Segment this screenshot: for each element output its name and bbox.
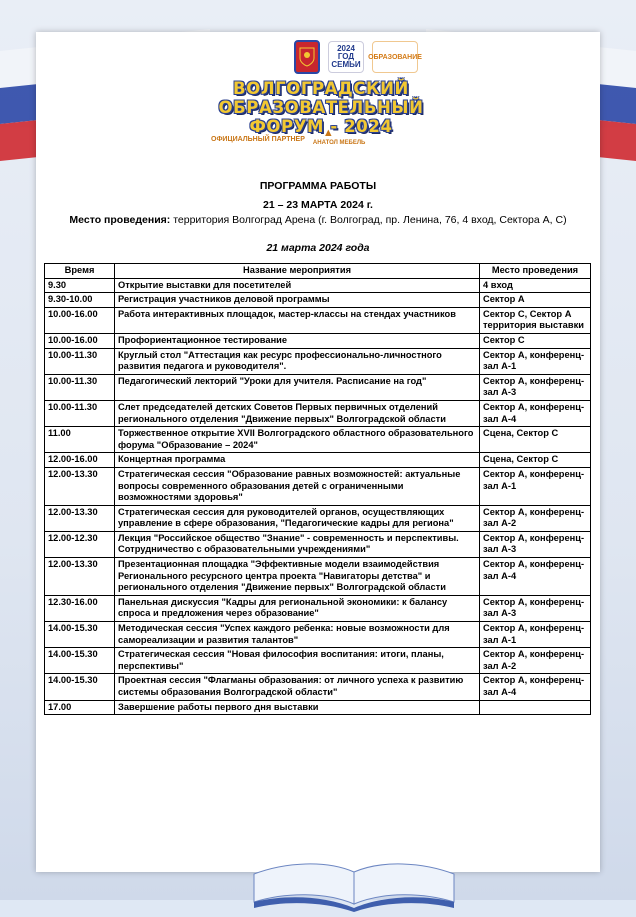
table-row — [45, 453, 591, 468]
forum-title-line2: ФОРУМ - 2024 — [249, 117, 393, 136]
venue-label: Место проведения: — [69, 214, 171, 226]
program-title: ПРОГРАММА РАБОТЫ — [259, 180, 377, 192]
cell-venue: Сектор А, конференц-зал А-2 — [480, 505, 591, 531]
cell-venue: Сектор А, конференц-зал А-3 — [480, 595, 591, 621]
header-logos — [294, 40, 422, 74]
cell-event: Проектная сессия "Флагманы образования: от личного успеха к развитию системы образования Волгоградской области" — [115, 674, 480, 700]
partner-label: ОФИЦИАЛЬНЫЙ ПАРТНЕР — [211, 136, 305, 143]
cell-event: Презентационная площадка "Эффективные модели взаимодействия Регионального ресурсного центра проекта "Навигаторы детства" и регионального отделения "Движение первых" Волгоградской области — [115, 558, 480, 596]
cell-event: Слет председателей детских Советов Первых первичных отделений регионального отделения "Движение первых" Волгоградской области — [115, 400, 480, 426]
table-row — [45, 400, 591, 426]
cell-venue: Сектор А, конференц-зал А-1 — [480, 622, 591, 648]
cell-event: Методическая сессия "Успех каждого ребенка: новые возможности для самореализации и развития талантов" — [115, 622, 480, 648]
table-row — [45, 648, 591, 674]
forum-title-line1: ВОЛГОГРАДСКИЙ ОБРАЗОВАТЕЛЬНЫЙ — [218, 79, 424, 117]
cell-venue: 4 вход — [480, 278, 591, 293]
cell-event: Завершение работы первого дня выставки — [115, 700, 480, 715]
cell-event: Лекция "Российское общество "Знание" - современность и перспективы. Сотрудничество с образовательными учреждениями" — [115, 531, 480, 557]
cell-venue: Сектор С — [480, 333, 591, 348]
cell-venue: Сектор А — [480, 293, 591, 308]
program-dates: 21 – 23 МАРТА 2024 г. — [263, 199, 373, 211]
cell-time: 10.00-11.30 — [45, 400, 115, 426]
forum-title — [146, 79, 496, 136]
header-event: Название мероприятия — [115, 264, 480, 279]
program-table — [44, 263, 591, 715]
cell-time: 12.00-12.30 — [45, 531, 115, 557]
cell-time: 12.00-13.30 — [45, 558, 115, 596]
cell-event: Профориентационное тестирование — [115, 333, 480, 348]
cell-time: 14.00-15.30 — [45, 622, 115, 648]
cell-venue: Сектор А, конференц-зал А-1 — [480, 467, 591, 505]
header-venue: Место проведения — [480, 264, 591, 279]
cell-time: 14.00-15.30 — [45, 648, 115, 674]
coat-of-arms-icon — [294, 40, 320, 74]
venue-text: территория Волгоград Арена (г. Волгоград, пр. Ленина, 76, 4 вход, Сектора А, С) — [170, 214, 567, 226]
cell-time: 12.30-16.00 — [45, 595, 115, 621]
education-logo: ОБРАЗОВАНИЕ — [372, 41, 418, 73]
cell-time: 12.00-13.30 — [45, 505, 115, 531]
cell-event: Панельная дискуссия "Кадры для региональной экономики: к балансу спроса и предложения через образование" — [115, 595, 480, 621]
cell-time: 11.00 — [45, 427, 115, 453]
cell-time: 14.00-15.30 — [45, 674, 115, 700]
day-title: 21 марта 2024 года — [266, 242, 370, 254]
table-row — [45, 558, 591, 596]
cell-venue: Сектор А, конференц-зал А-3 — [480, 374, 591, 400]
cell-time: 12.00-16.00 — [45, 453, 115, 468]
table-row — [45, 427, 591, 453]
cell-venue: Сектор А, конференц-зал А-4 — [480, 400, 591, 426]
table-row — [45, 293, 591, 308]
table-row — [45, 278, 591, 293]
cell-event: Стратегическая сессия "Образование равных возможностей: актуальные вопросы современного образования детей с ограниченными возможностями здоровья" — [115, 467, 480, 505]
cell-venue: Сектор А, конференц-зал А-4 — [480, 558, 591, 596]
cell-venue: Сектор А, конференц-зал А-3 — [480, 531, 591, 557]
year-of-family-logo: 2024 ГОД СЕМЬИ — [328, 41, 364, 73]
cell-time: 10.00-11.30 — [45, 348, 115, 374]
table-row — [45, 674, 591, 700]
table-row — [45, 467, 591, 505]
cell-event: Работа интерактивных площадок, мастер-классы на стендах участников — [115, 307, 480, 333]
cell-time: 10.00-16.00 — [45, 307, 115, 333]
cell-time: 10.00-16.00 — [45, 333, 115, 348]
cell-event: Регистрация участников деловой программы — [115, 293, 480, 308]
cell-event: Стратегическая сессия "Новая философия воспитания: итоги, планы, перспективы" — [115, 648, 480, 674]
cell-venue: Сектор А, конференц-зал А-2 — [480, 648, 591, 674]
cell-event: Педагогический лекторий "Уроки для учителя. Расписание на год" — [115, 374, 480, 400]
table-row — [45, 348, 591, 374]
table-row — [45, 333, 591, 348]
cell-event: Концертная программа — [115, 453, 480, 468]
table-row — [45, 595, 591, 621]
table-row — [45, 622, 591, 648]
official-partner — [211, 132, 365, 147]
cell-time: 9.30-10.00 — [45, 293, 115, 308]
table-row — [45, 374, 591, 400]
table-row — [45, 531, 591, 557]
open-book-icon — [246, 852, 462, 912]
program-venue — [36, 214, 600, 226]
cell-time: 10.00-11.30 — [45, 374, 115, 400]
table-row — [45, 505, 591, 531]
header-time: Время — [45, 264, 115, 279]
cell-venue: Сектор А, конференц-зал А-4 — [480, 674, 591, 700]
cell-venue: Сектор А, конференц-зал А-1 — [480, 348, 591, 374]
cell-event: Открытие выставки для посетителей — [115, 278, 480, 293]
cell-event: Круглый стол "Аттестация как ресурс профессионально-личностного развития педагога и руководителя". — [115, 348, 480, 374]
cell-event: Стратегическая сессия для руководителей органов, осуществляющих управление в сфере образования, "Педагогические кадры для региона" — [115, 505, 480, 531]
cell-time: 17.00 — [45, 700, 115, 715]
cell-venue: Сцена, Сектор С — [480, 453, 591, 468]
table-header-row — [45, 264, 591, 279]
cell-event: Торжественное открытие XVII Волгоградского областного образовательного форума "Образование – 2024" — [115, 427, 480, 453]
cell-time: 12.00-13.30 — [45, 467, 115, 505]
cell-venue: Сцена, Сектор С — [480, 427, 591, 453]
partner-logo: ▲ АНАТОЛ МЕБЕЛЬ — [313, 132, 365, 147]
cell-time: 9.30 — [45, 278, 115, 293]
program-sheet — [36, 32, 600, 872]
cell-venue — [480, 700, 591, 715]
table-row — [45, 307, 591, 333]
cell-venue: Сектор С, Сектор А территория выставки — [480, 307, 591, 333]
table-row — [45, 700, 591, 715]
